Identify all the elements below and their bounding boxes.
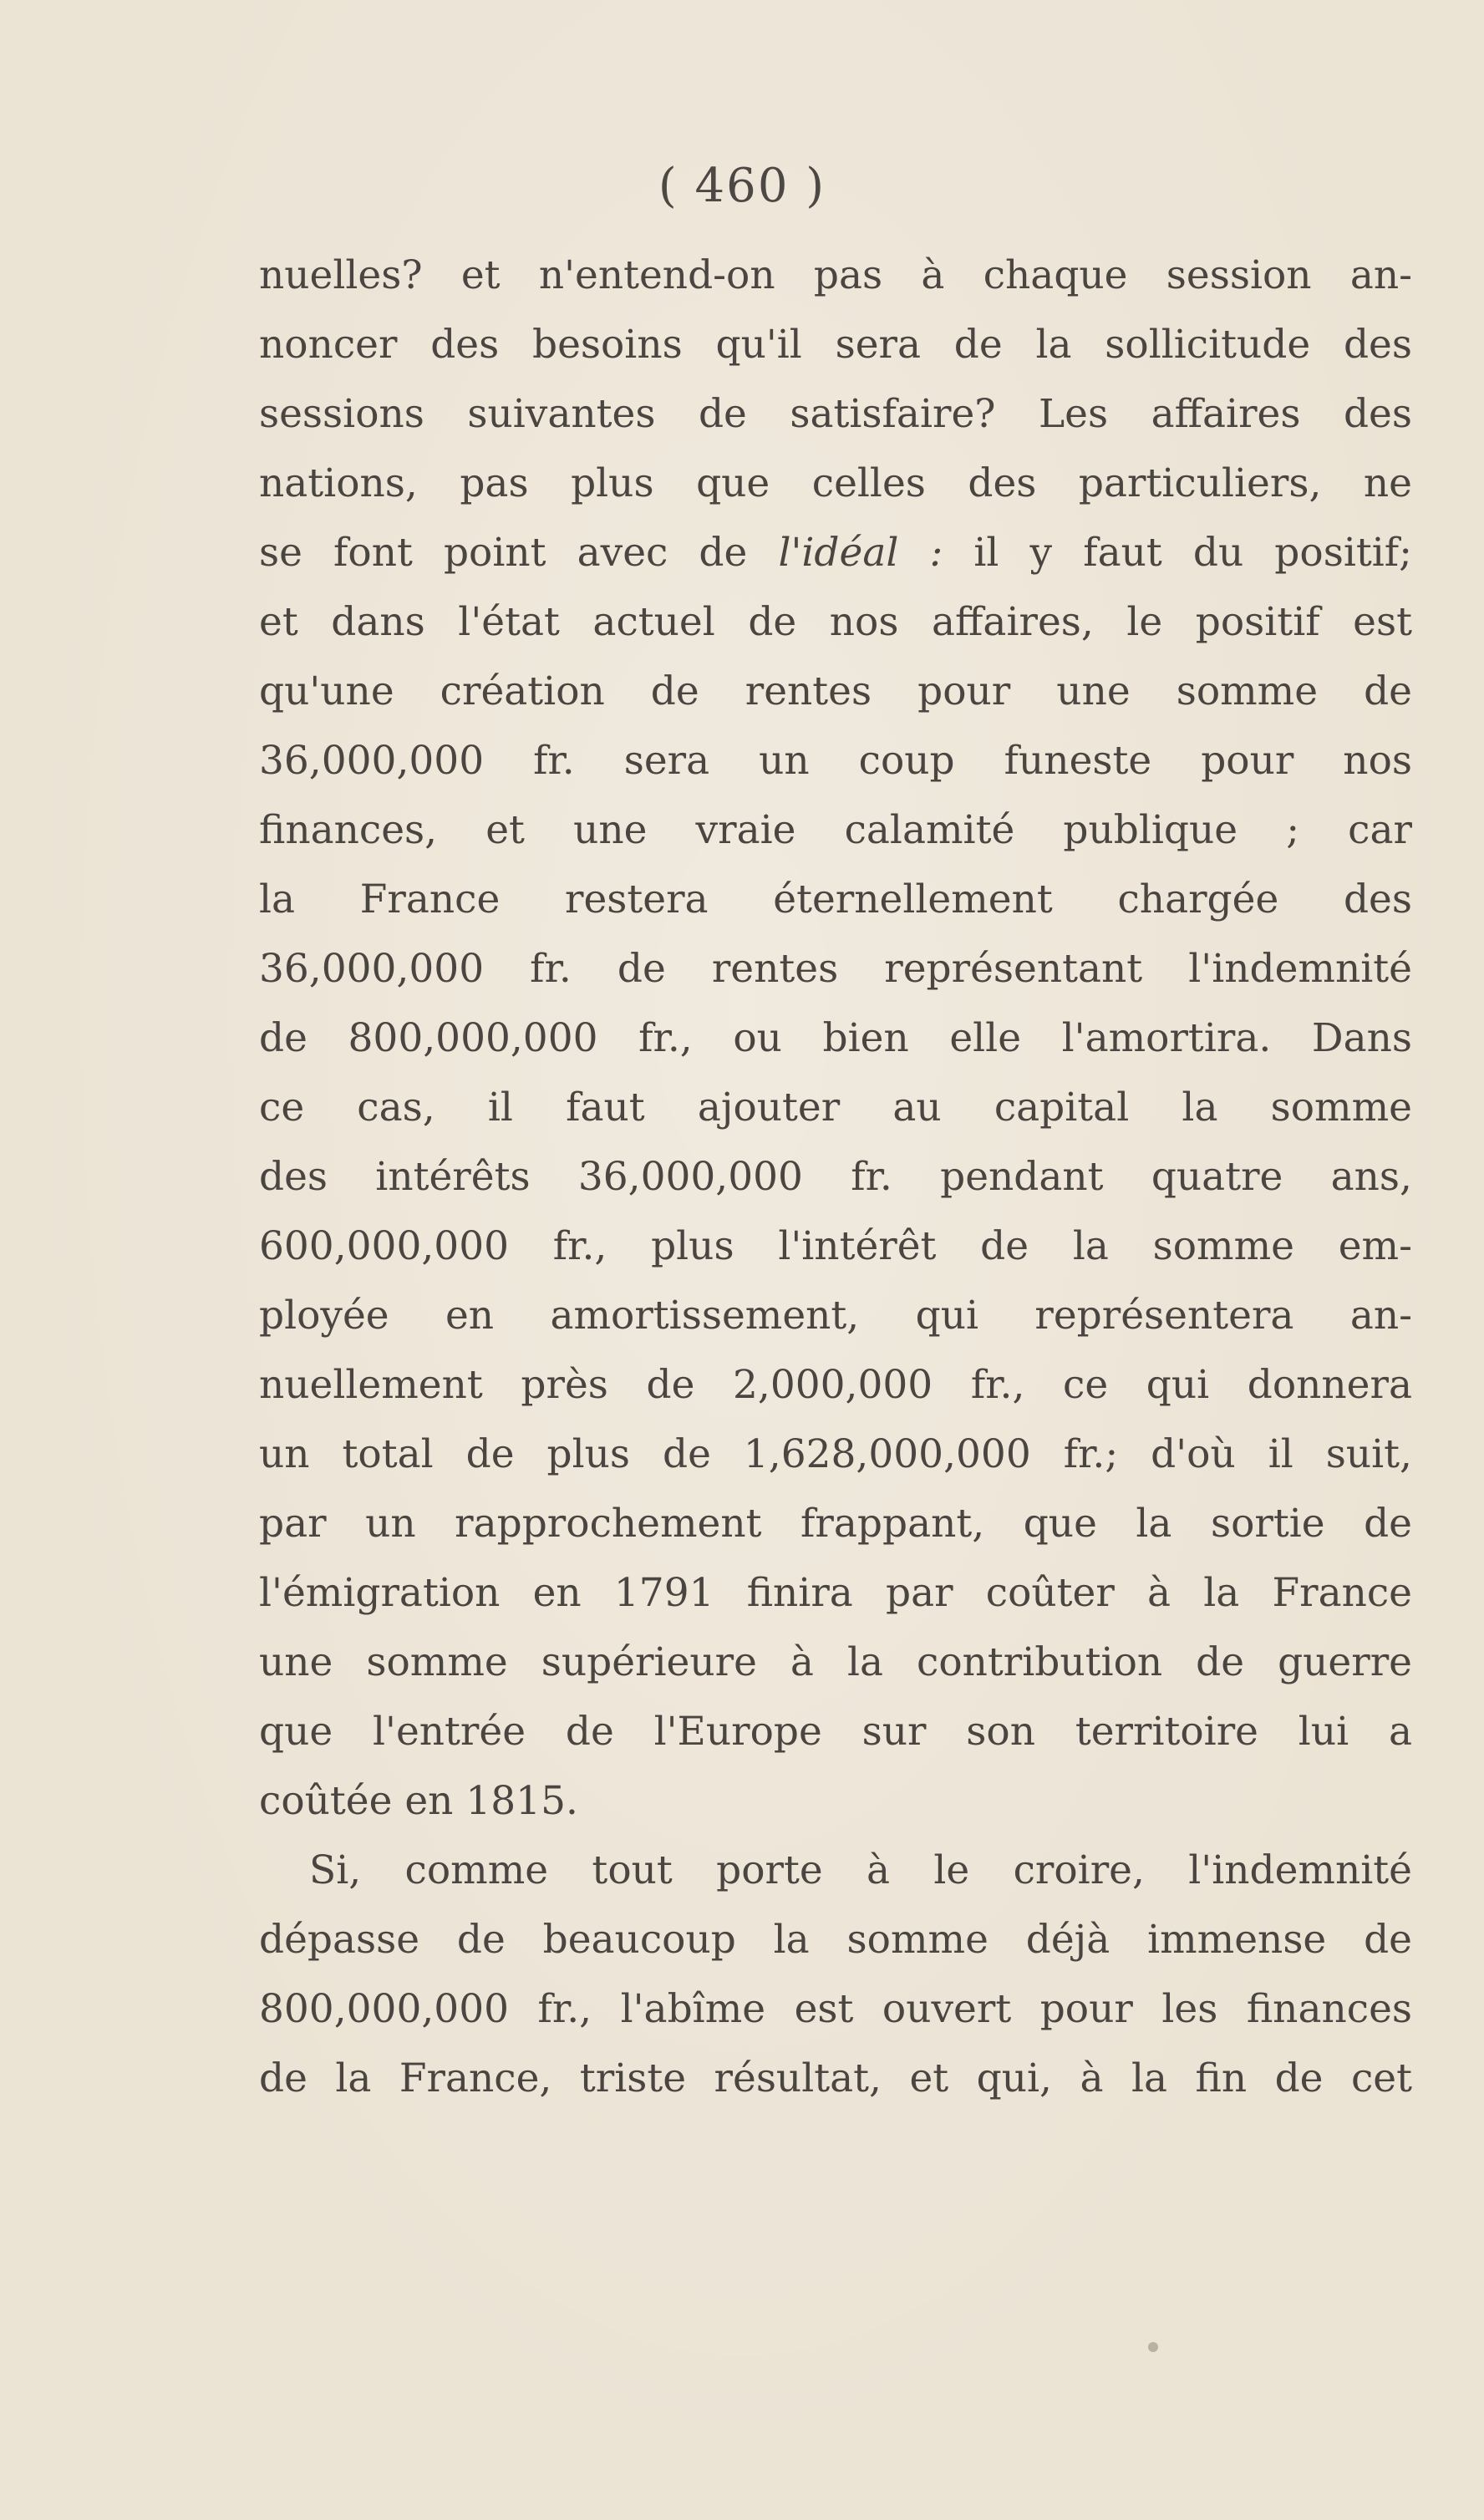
text-line: 36,000,000 fr. de rentes représentant l'indemnité — [259, 946, 1412, 992]
text-line: de la France, triste résultat, et qui, à la fin de cet — [259, 2055, 1412, 2101]
text-line: noncer des besoins qu'il sera de la sollicitude des — [259, 322, 1412, 368]
text-line: 800,000,000 fr., l'abîme est ouvert pour les finances — [259, 1986, 1412, 2032]
text-line: un total de plus de 1,628,000,000 fr.; d'où il suit, — [259, 1431, 1412, 1477]
text-line: ce cas, il faut ajouter au capital la somme — [259, 1085, 1412, 1130]
text-line: la France restera éternellement chargée des — [259, 876, 1412, 922]
ink-speck — [1148, 2342, 1158, 2352]
body-text — [259, 241, 1412, 2113]
text-line: finances, et une vraie calamité publique ; car — [259, 807, 1412, 853]
text-line: 600,000,000 fr., plus l'intérêt de la somme em- — [259, 1223, 1412, 1269]
text-line: et dans l'état actuel de nos affaires, le positif est — [259, 599, 1412, 645]
text-line: nations, pas plus que celles des particuliers, ne — [259, 460, 1412, 506]
text-line: l'émigration en 1791 finira par coûter à la France — [259, 1570, 1412, 1616]
text-line: sessions suivantes de satisfaire? Les affaires des — [259, 391, 1412, 437]
text-line: qu'une création de rentes pour une somme de — [259, 668, 1412, 714]
text-line: Si, comme tout porte à le croire, l'indemnité — [309, 1847, 1412, 1893]
text-line: de 800,000,000 fr., ou bien elle l'amortira. Dans — [259, 1015, 1412, 1061]
text-line: ployée en amortissement, qui représentera an- — [259, 1293, 1412, 1339]
text-line: une somme supérieure à la contribution de guerre — [259, 1639, 1412, 1685]
text-line: dépasse de beaucoup la somme déjà immense de — [259, 1917, 1412, 1963]
text-line — [259, 518, 1412, 587]
text-line: 36,000,000 fr. sera un coup funeste pour nos — [259, 738, 1412, 784]
text-fragment: il y faut du positif; — [943, 530, 1412, 576]
text-line: par un rapprochement frappant, que la sortie de — [259, 1501, 1412, 1547]
text-line: des intérêts 36,000,000 fr. pendant quatre ans, — [259, 1154, 1412, 1200]
text-line: coûtée en 1815. — [259, 1778, 578, 1824]
text-fragment: se font point avec de — [259, 530, 748, 576]
text-line: nuelles? et n'entend-on pas à chaque session an- — [259, 252, 1412, 298]
italic-term: l'idéal : — [778, 530, 943, 576]
page-number: ( 460 ) — [658, 159, 826, 213]
text-line: que l'entrée de l'Europe sur son territoire lui a — [259, 1709, 1412, 1755]
text-line: nuellement près de 2,000,000 fr., ce qui donnera — [259, 1362, 1412, 1408]
